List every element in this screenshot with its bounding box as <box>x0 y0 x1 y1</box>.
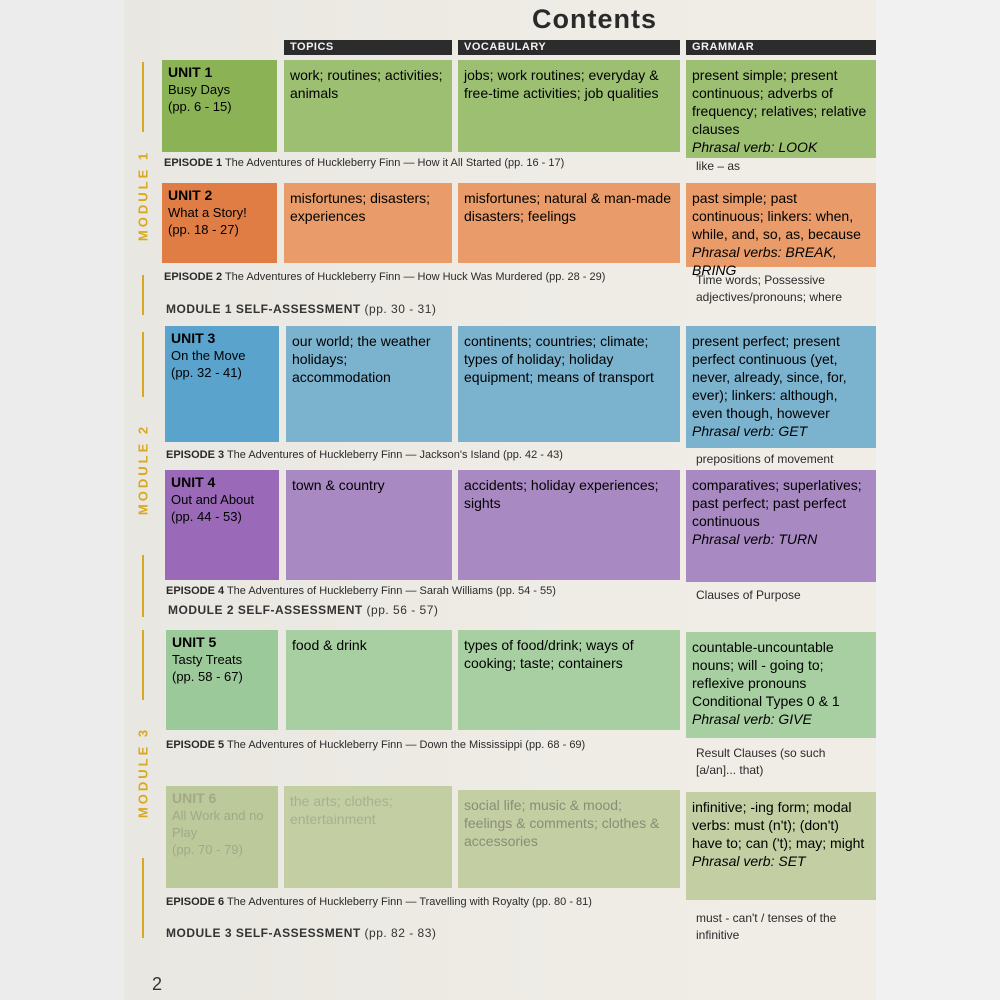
episode-pages: (pp. 54 - 55) <box>495 585 556 597</box>
module-2-line-bottom <box>142 555 144 617</box>
episode-label: EPISODE 6 <box>166 896 225 908</box>
grammar-text: present perfect; present perfect continuous (yet, never, already, since, for, ever); linkers: although, even though, however <box>692 333 847 421</box>
unit-4-grammar <box>686 470 876 582</box>
unit-name: What a Story! <box>168 205 247 220</box>
unit-1-card <box>162 60 277 152</box>
grammar-text: countable-uncountable nouns; will - going to; reflexive pronouns Conditional Types 0 & 1 <box>692 639 840 709</box>
unit-6-topics: the arts; clothes; entertainment <box>284 786 452 888</box>
episode-pages: (pp. 28 - 29) <box>545 271 606 283</box>
unit-5-topics: food & drink <box>286 630 452 730</box>
episode-4 <box>166 585 556 597</box>
unit-5-vocabulary: types of food/drink; ways of cooking; taste; containers <box>458 630 680 730</box>
unit-name: Out and About <box>171 492 255 507</box>
unit-3-topics: our world; the weather holidays; accommodation <box>286 326 452 442</box>
module-2-self-assessment <box>168 603 438 617</box>
episode-title: The Adventures of Huckleberry Finn — Down the Mississippi <box>226 739 523 751</box>
episode-5-grammar: Result Clauses (so such [a/an]... that) <box>696 746 826 777</box>
right-margin <box>876 0 1000 1000</box>
unit-pages: (pp. 44 - 53) <box>171 509 242 524</box>
sa-label: MODULE 3 SELF-ASSESSMENT <box>166 926 361 940</box>
sa-label: MODULE 1 SELF-ASSESSMENT <box>166 302 361 316</box>
unit-5-grammar <box>686 632 876 738</box>
sa-label: MODULE 2 SELF-ASSESSMENT <box>168 603 363 617</box>
module-3-line-top <box>142 630 144 700</box>
episode-3-grammar: prepositions of movement <box>696 452 834 466</box>
episode-label: EPISODE 4 <box>166 585 225 597</box>
unit-title: UNIT 2 <box>168 187 213 203</box>
header-topics: TOPICS <box>284 40 452 55</box>
unit-4-card <box>165 470 279 580</box>
unit-2-topics: misfortunes; disasters; experiences <box>284 183 452 263</box>
unit-2-vocabulary: misfortunes; natural & man-made disasters; feelings <box>458 183 680 263</box>
unit-6-vocabulary: social life; music & mood; feelings & comments; clothes & accessories <box>458 790 680 888</box>
module-1-self-assessment <box>166 302 436 316</box>
unit-5-card <box>166 630 278 730</box>
phrasal-verb: Phrasal verb: LOOK <box>692 139 818 155</box>
episode-3 <box>166 449 563 461</box>
unit-3-vocabulary: continents; countries; climate; types of holiday; holiday equipment; means of transport <box>458 326 680 442</box>
unit-4-topics: town & country <box>286 470 452 580</box>
sa-pages: (pp. 56 - 57) <box>366 603 439 617</box>
sa-pages: (pp. 30 - 31) <box>364 302 437 316</box>
episode-5 <box>166 739 585 751</box>
unit-3-card <box>165 326 279 442</box>
episode-label: EPISODE 2 <box>164 271 223 283</box>
phrasal-verb: Phrasal verb: TURN <box>692 531 818 547</box>
episode-pages: (pp. 42 - 43) <box>502 449 563 461</box>
episode-1-grammar: like – as <box>696 159 741 173</box>
unit-6-card <box>166 786 278 888</box>
module-3-self-assessment <box>166 926 436 940</box>
unit-title: UNIT 4 <box>171 474 216 490</box>
episode-2 <box>164 271 605 283</box>
unit-title: UNIT 5 <box>172 634 217 650</box>
episode-6 <box>166 896 592 908</box>
module-1-label: MODULE 1 <box>135 149 151 242</box>
module-3-label: MODULE 3 <box>135 726 151 819</box>
unit-title: UNIT 3 <box>171 330 216 346</box>
episode-pages: (pp. 68 - 69) <box>525 739 586 751</box>
episode-1 <box>164 157 564 169</box>
unit-pages: (pp. 6 - 15) <box>168 99 232 114</box>
phrasal-verb: Phrasal verb: GET <box>692 423 808 439</box>
episode-label: EPISODE 3 <box>166 449 225 461</box>
left-margin <box>0 0 124 1000</box>
unit-1-topics: work; routines; activities; animals <box>284 60 452 152</box>
unit-pages: (pp. 58 - 67) <box>172 669 243 684</box>
unit-name: Busy Days <box>168 82 231 97</box>
phrasal-verb: Phrasal verb: GIVE <box>692 711 812 727</box>
episode-title: The Adventures of Huckleberry Finn — Sarah Williams <box>226 585 493 597</box>
unit-3-grammar <box>686 326 876 448</box>
episode-6-grammar: must - can't / tenses of the infinitive <box>696 911 837 942</box>
episode-label: EPISODE 1 <box>164 157 223 169</box>
episode-pages: (pp. 80 - 81) <box>532 896 592 908</box>
header-grammar: GRAMMAR <box>686 40 876 55</box>
unit-pages: (pp. 32 - 41) <box>171 365 242 380</box>
unit-name: All Work and no Play <box>172 808 264 840</box>
episode-label: EPISODE 5 <box>166 739 225 751</box>
unit-1-vocabulary: jobs; work routines; everyday & free-time activities; job qualities <box>458 60 680 152</box>
unit-title: UNIT 6 <box>172 790 217 806</box>
episode-title: The Adventures of Huckleberry Finn — Travelling with Royalty <box>226 896 529 908</box>
module-2-label: MODULE 2 <box>135 423 151 516</box>
module-2-line-top <box>142 332 144 397</box>
grammar-text: present simple; present continuous; adverbs of frequency; relatives; relative clauses <box>692 67 867 137</box>
phrasal-verb: Phrasal verb: SET <box>692 853 806 869</box>
unit-pages: (pp. 70 - 79) <box>172 842 243 857</box>
unit-1-grammar <box>686 60 876 158</box>
grammar-text: infinitive; -ing form; modal verbs: must (n't); (don't) have to; can ('t); may; might <box>692 799 865 851</box>
unit-name: On the Move <box>171 348 246 363</box>
episode-4-grammar: Clauses of Purpose <box>696 588 801 602</box>
sa-pages: (pp. 82 - 83) <box>364 926 437 940</box>
unit-pages: (pp. 18 - 27) <box>168 222 239 237</box>
episode-title: The Adventures of Huckleberry Finn — How it All Started <box>224 157 502 169</box>
episode-title: The Adventures of Huckleberry Finn — Jackson's Island <box>226 449 500 461</box>
grammar-text: past simple; past continuous; linkers: when, while, and, so, as, because <box>692 190 861 242</box>
page-number: 2 <box>152 974 163 994</box>
module-1-line-bottom <box>142 275 144 315</box>
module-1-line-top <box>142 62 144 132</box>
unit-6-grammar <box>686 792 876 900</box>
unit-title: UNIT 1 <box>168 64 213 80</box>
unit-2-card <box>162 183 277 263</box>
header-vocabulary: VOCABULARY <box>458 40 680 55</box>
page-title: Contents <box>532 4 657 34</box>
phrasal-verb: Phrasal verbs: BREAK, BRING <box>692 244 837 278</box>
unit-2-grammar <box>686 183 876 278</box>
episode-2-grammar: Time words; Possessive adjectives/pronouns; where <box>696 273 843 304</box>
unit-4-vocabulary: accidents; holiday experiences; sights <box>458 470 680 580</box>
episode-title: The Adventures of Huckleberry Finn — How Huck Was Murdered <box>224 271 543 283</box>
unit-name: Tasty Treats <box>172 652 243 667</box>
episode-pages: (pp. 16 - 17) <box>504 157 565 169</box>
grammar-text: comparatives; superlatives; past perfect; past perfect continuous <box>692 477 862 529</box>
module-3-line-bottom <box>142 858 144 938</box>
